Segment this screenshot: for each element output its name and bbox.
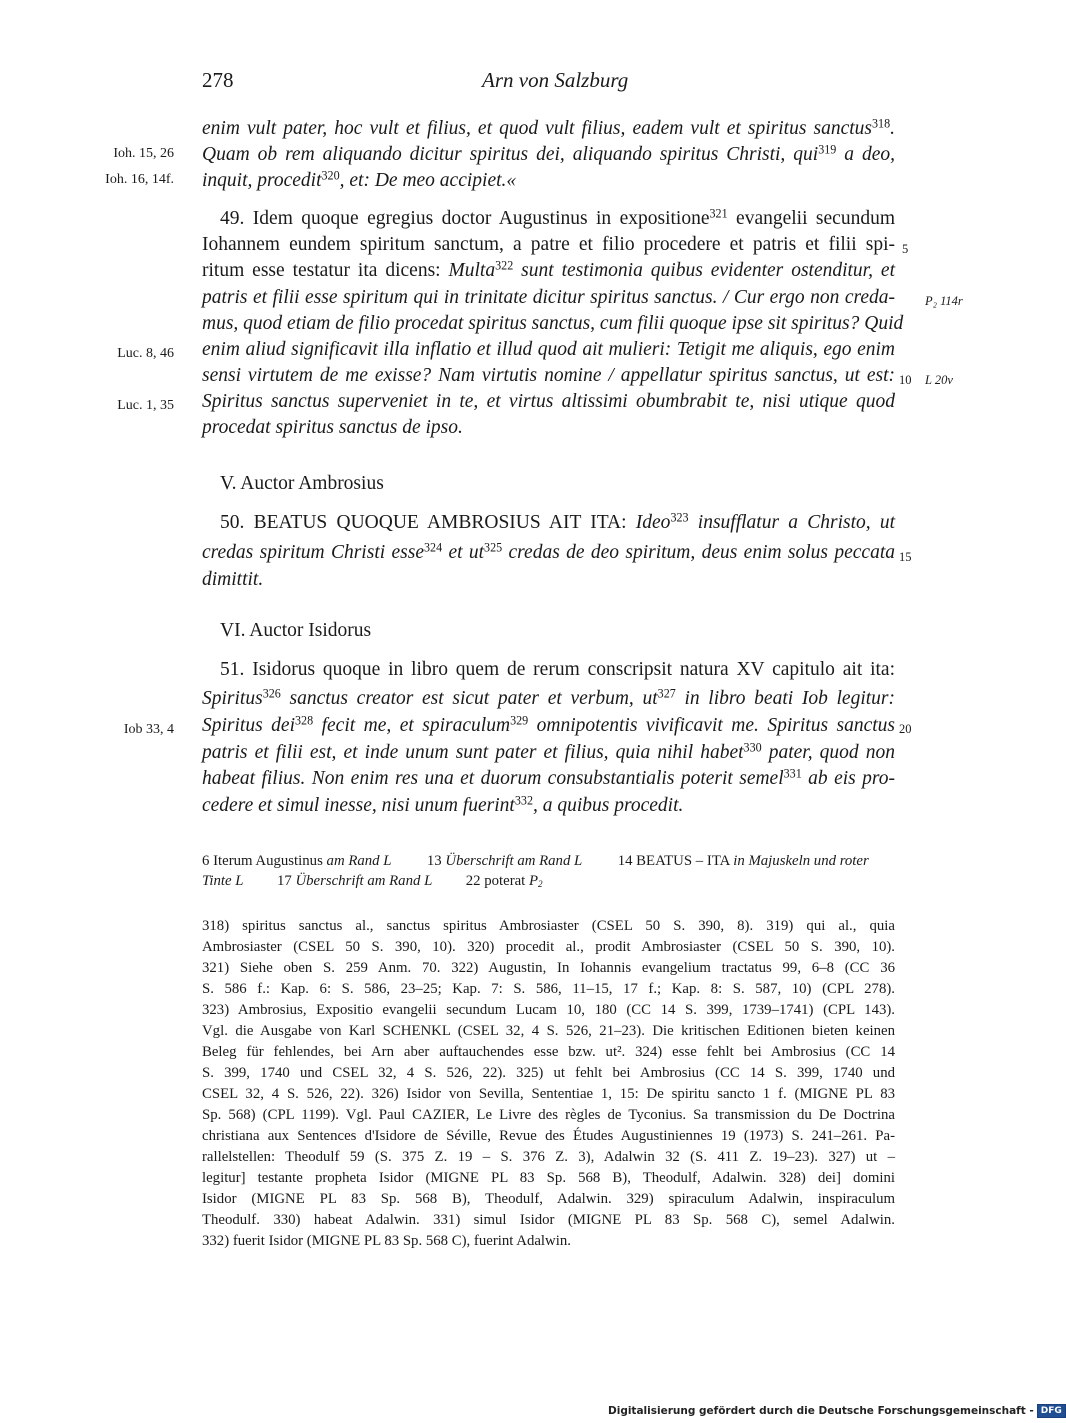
section-heading: VI. Auctor Isidorus xyxy=(220,620,372,641)
footnote-line: Ambrosiaster (CSEL 50 S. 390, 10). 320) procedit al., prodit Ambrosiaster (CSEL 50 S. 390, 10). xyxy=(202,939,895,955)
text-line: enim aliud significavit illa inflatio et illud quod ait mulieri: Tetigit me aliquis, ego enim xyxy=(202,339,895,360)
footnote-line: rallelstellen: Theodulf 59 (S. 375 Z. 19 – S. 376 Z. 3), Adalwin 32 (S. 411 Z. 19–23). 327) ut – xyxy=(202,1149,895,1165)
dfg-logo-icon: DFG xyxy=(1037,1404,1066,1418)
footnote-line: Isidor (MIGNE PL 83 Sp. 568 B), Theodulf, Adalwin. 329) spiraculum Adalwin, inspiraculum xyxy=(202,1191,895,1207)
footnote-line: 323) Ambrosius, Expositio evangelii secundum Lucam 10, 180 (CC 14 S. 399, 1739–1741) (CPL 143). xyxy=(202,1002,895,1018)
text-line: Spiritus$^{326}$ sanctus creator est sicut pater et verbum, $ut^{327}$ in libro beati Iob legitur: xyxy=(202,686,896,709)
text-line: Quam ob rem aliquando dicitur spiritus dei, aliquando spiritus Christi, qui$^{319}$ a deo, xyxy=(202,142,895,165)
line-number: 10 xyxy=(899,373,912,387)
section-heading: V. Auctor Ambrosius xyxy=(220,473,384,494)
text-line: patris et filii esse spiritum qui in trinitate dicitur spiritus sanctus. / Cur ergo non creda- xyxy=(202,287,895,308)
line-number: 15 xyxy=(899,550,912,564)
footnote-line: S. 399, 1740 und CSEL 32, 4 S. 526, 22). 325) ut fehlt bei Ambrosius (CC 14 S. 399, 1740 und xyxy=(202,1065,895,1081)
running-title: Arn von Salzburg xyxy=(482,68,629,92)
footnote-line: 321) Siehe oben S. 259 Anm. 70. 322) Augustin, In Iohannis evangelium tractatus 99, 6–8 (CC 36 xyxy=(202,960,895,976)
digitization-credit xyxy=(608,1404,1066,1418)
text-line: patris et filii est, et inde unum sunt pater et filius, quia nihil habet$^{330}$ pater, quod non xyxy=(202,740,896,763)
paragraph-51-start: 51. Isidorus quoque in libro quem de rerum conscripsit natura XV capitulo ait ita: xyxy=(220,659,895,680)
text-line: mus, quod etiam de filio procedat spiritus sanctus, cum filii quoque ipse sit spiritus? Quid xyxy=(202,313,904,334)
footnote-line: Vgl. die Ausgabe von Karl SCHENKL (CSEL 32, 4 S. 526, 21–23). Die kritischen Editionen bieten keinen xyxy=(202,1023,895,1039)
text-line: procedat spiritus sanctus de ipso. xyxy=(202,417,463,438)
text-line: ritum esse testatur ita dicens: Multa$^{322}$ sunt testimonia quibus evidenter ostenditur, et xyxy=(202,258,895,281)
line-number: 20 xyxy=(899,722,912,736)
text-line: Spiritus dei$^{328}$ fecit me, et spiraculum$^{329}$ omnipotentis vivificavit me. Spiritus sanctus xyxy=(202,713,896,736)
margin-ref: Ioh. 16, 14f. xyxy=(105,172,174,187)
text-line: Spiritus sanctus superveniet in te, et virtus altissimi obumbrabit te, nisi utique quod xyxy=(202,391,895,412)
text-line: Iohannem eundem spiritum sanctum, a patre et filio procedere et patris et filii spi- xyxy=(202,234,895,255)
text-line: cedere et simul inesse, nisi unum fuerint$^{332}$, a quibus procedit. xyxy=(202,793,684,816)
footnote-line: Theodulf. 330) habeat Adalwin. 331) simul Isidor (MIGNE PL 83 Sp. 568 C), semel Adalwin. xyxy=(202,1212,895,1228)
paragraph-49-start: 49. Idem quoque egregius doctor Augustinus in expositione$^{321}$ evangelii secundum xyxy=(220,206,895,229)
line-number: 5 xyxy=(902,242,909,256)
margin-ref: Iob 33, 4 xyxy=(123,722,174,737)
footnote-line: legitur] testante propheta Isidor (MIGNE PL 83 Sp. 568 B), Theodulf, Adalwin. 328) dei] domini xyxy=(202,1170,895,1186)
text-line: sensi virtutem de me exisse? Nam virtutis nomine / appellatur spiritus sanctus, ut est: xyxy=(202,365,895,386)
folio-marker: L 20v xyxy=(925,373,953,387)
margin-ref: Luc. 8, 46 xyxy=(117,346,174,361)
apparatus-line: Tinte L 17 Überschrift am Rand L 22 poterat $P_2$ xyxy=(202,873,543,889)
text-line: dimittit. xyxy=(202,569,264,590)
footnote-line: 332) fuerit Isidor (MIGNE PL 83 Sp. 568 C), fuerint Adalwin. xyxy=(202,1233,571,1249)
text-line: credas spiritum Christi esse$^{324}$ et $ut^{325}$ credas de deo spiritum, deus enim solus peccata xyxy=(202,540,896,563)
margin-ref: Luc. 1, 35 xyxy=(117,398,174,413)
footnote-line: 318) spiritus sanctus al., sanctus spiritus Ambrosiaster (CSEL 50 S. 390, 8). 319) qui al., quia xyxy=(202,918,895,934)
apparatus-line: 6 Iterum Augustinus am Rand L 13 Überschrift am Rand L 14 BEATUS – ITA in Majuskeln und roter xyxy=(202,853,869,869)
margin-ref: Ioh. 15, 26 xyxy=(113,146,174,161)
footnote-line: Sp. 568) (CPL 1199). Vgl. Paul CAZIER, Le Livre des règles de Tyconius. Sa transmission du De Doctrina xyxy=(202,1107,895,1123)
footnote-line: christiana aux Sentences d'Isidore de Séville, Revue des Études Augustiniennes 19 (1973) S. 241–261. Pa- xyxy=(202,1128,895,1144)
text-line: inquit, procedit$^{320}$, et: De meo accipiet.« xyxy=(202,168,517,191)
footnote-line: S. 586 f.: Kap. 6: S. 586, 23–25; Kap. 7: S. 586, 11–15, 17 f.; Kap. 8: S. 587, 10) (CPL 278). xyxy=(202,981,895,997)
text-line: enim vult pater, hoc vult et filius, et quod vult filius, eadem vult et spiritus sanctus$^{318}$. xyxy=(202,116,895,139)
page-number: 278 xyxy=(202,68,234,92)
text-line: habeat filius. Non enim res una et duorum consubstantialis poterit semel$^{331}$ ab eis pro- xyxy=(202,766,895,789)
folio-marker: P₂ 114r xyxy=(925,294,963,308)
footnote-line: CSEL 32, 4 S. 526, 22). 326) Isidor von Sevilla, Sententiae 1, 15: De spiritu sancto 1 f. (MIGNE PL 83 xyxy=(202,1086,895,1102)
footnote-line: Beleg für fehlendes, bei Arn aber auftauchendes esse bzw. ut². 324) esse fehlt bei Ambrosius (CC 14 xyxy=(202,1044,895,1060)
credit-text: Digitalisierung gefördert durch die Deutsche Forschungsgemeinschaft - xyxy=(608,1405,1034,1417)
paragraph-50-start: 50. BEATUS QUOQUE AMBROSIUS AIT ITA: Ideo$^{323}$ insufflatur a Christo, ut xyxy=(220,510,896,533)
